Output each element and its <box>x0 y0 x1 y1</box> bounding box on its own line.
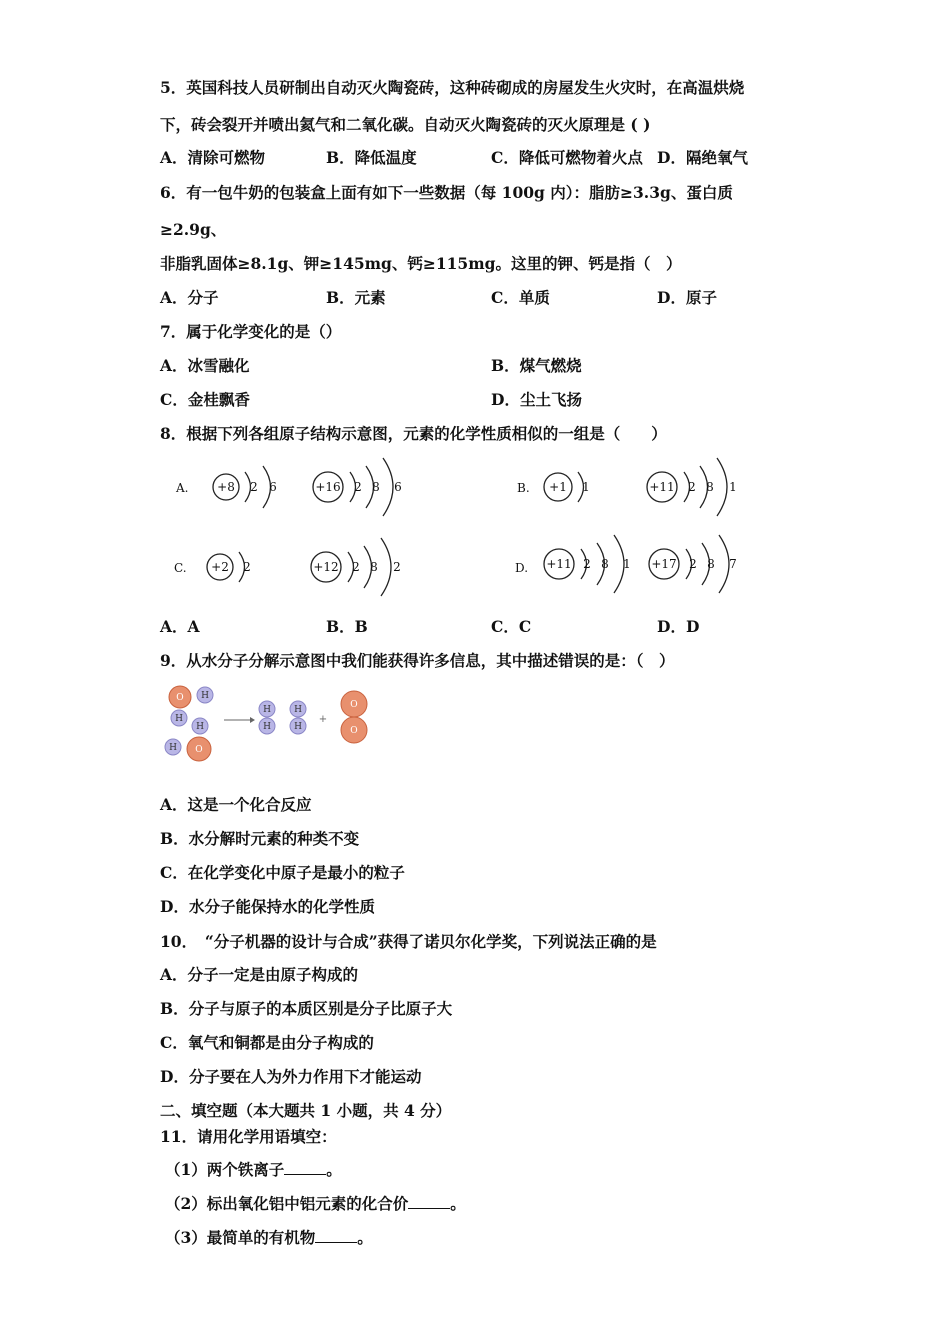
water2-o-label: O <box>195 745 203 755</box>
water1-h2-label: H <box>175 714 183 724</box>
shell-b2-2: 8 <box>706 480 714 494</box>
q6-option-c: C．单质 <box>491 288 550 307</box>
nucleus-d2: +17 <box>651 557 677 571</box>
nucleus-b1: +1 <box>549 480 567 494</box>
q5-stem-line2: 下，砖会裂开并喷出氦气和二氧化碳。自动灭火陶瓷砖的灭火原理是 ( ) <box>160 115 651 134</box>
section-heading: 二、填空题（本大题共 1 小题，共 4 分） <box>160 1101 452 1120</box>
shell-c2-1: 2 <box>352 560 360 574</box>
shell-d2-2: 8 <box>707 557 715 571</box>
plus-sign: + <box>318 714 328 725</box>
q7-option-b: B．煤气燃烧 <box>491 356 582 375</box>
answer-blank-3[interactable] <box>315 1228 357 1243</box>
nucleus-a2: +16 <box>315 480 341 494</box>
q5-option-d: D．隔绝氧气 <box>657 148 748 167</box>
q11-item-2-text: （2）标出氧化铝中铝元素的化合价 <box>165 1194 409 1213</box>
group-d-label: D. <box>515 561 529 575</box>
h2a-h2-label: H <box>263 722 271 732</box>
water-decomposition-diagram <box>158 683 378 769</box>
shell-d1-3: 1 <box>623 557 631 571</box>
group-b-label: B. <box>517 481 530 495</box>
q7-option-d: D．尘土飞扬 <box>491 390 582 409</box>
nucleus-c1: +2 <box>211 560 229 574</box>
q6-stem-line2: ≥2.9g、 <box>160 220 227 239</box>
q11-item-1-text: （1）两个铁离子 <box>165 1160 285 1179</box>
shell-b2-1: 2 <box>688 480 696 494</box>
h2b-h1-label: H <box>294 705 302 715</box>
water1-o-label: O <box>176 693 184 703</box>
shell-d1-1: 2 <box>583 557 591 571</box>
nucleus-c2: +12 <box>313 560 339 574</box>
shell-b2-3: 1 <box>729 480 737 494</box>
atomic-structure-diagrams <box>160 452 780 612</box>
q9-option-c: C．在化学变化中原子是最小的粒子 <box>160 863 405 882</box>
q8-option-d: D．D <box>657 617 700 636</box>
shell-c1-1: 2 <box>243 560 251 574</box>
group-a-label: A. <box>176 481 189 495</box>
shell-a2-3: 6 <box>394 480 402 494</box>
q11-item-2 <box>165 1194 466 1214</box>
q11-item-1 <box>165 1160 342 1180</box>
shell-c2-3: 2 <box>393 560 401 574</box>
nucleus-d1: +11 <box>546 557 572 571</box>
shell-b1-1: 1 <box>582 480 590 494</box>
q6-stem-line3: 非脂乳固体≥8.1g、钾≥145mg、钙≥115mg。这里的钾、钙是指（ ） <box>160 254 682 273</box>
h2b-h2-label: H <box>294 722 302 732</box>
shell-a2-1: 2 <box>354 480 362 494</box>
shell-a1-1: 2 <box>250 480 258 494</box>
water2-h1-label: H <box>196 722 204 732</box>
shell-a1-2: 6 <box>269 480 277 494</box>
q5-option-b: B．降低温度 <box>326 148 417 167</box>
nucleus-a1: +8 <box>217 480 235 494</box>
shell-d2-3: 7 <box>729 557 737 571</box>
q7-stem: 7．属于化学变化的是（） <box>160 322 342 341</box>
q5-option-a: A．清除可燃物 <box>160 148 266 167</box>
q8-stem: 8．根据下列各组原子结构示意图，元素的化学性质相似的一组是（ ） <box>160 424 667 443</box>
shell-d1-2: 8 <box>601 557 609 571</box>
q7-option-a: A．冰雪融化 <box>160 356 250 375</box>
o2-o2-label: O <box>350 726 358 736</box>
water2-h2-label: H <box>169 743 177 753</box>
q11-item-1-end: 。 <box>326 1160 342 1179</box>
q6-option-d: D．原子 <box>657 288 717 307</box>
q10-stem: 10． “分子机器的设计与合成”获得了诺贝尔化学奖，下列说法正确的是 <box>160 932 657 951</box>
nucleus-b2: +11 <box>649 480 675 494</box>
q7-option-c: C．金桂飘香 <box>160 390 250 409</box>
q11-stem: 11．请用化学用语填空： <box>160 1127 337 1146</box>
shell-c2-2: 8 <box>370 560 378 574</box>
h2a-h1-label: H <box>263 705 271 715</box>
q6-option-b: B．元素 <box>326 288 386 307</box>
water1-h1-label: H <box>201 691 209 701</box>
q11-item-3 <box>165 1228 373 1248</box>
q9-option-a: A．这是一个化合反应 <box>160 795 312 814</box>
q8-option-a: A．A <box>160 617 200 636</box>
shell-d2-1: 2 <box>689 557 697 571</box>
q8-option-c: C．C <box>491 617 532 636</box>
q6-option-a: A．分子 <box>160 288 219 307</box>
q9-option-b: B．水分解时元素的种类不变 <box>160 829 360 848</box>
q11-item-2-end: 。 <box>450 1194 466 1213</box>
q11-item-3-text: （3）最简单的有机物 <box>165 1228 316 1247</box>
q9-stem: 9．从水分子分解示意图中我们能获得许多信息，其中描述错误的是：（ ） <box>160 651 675 670</box>
q8-option-b: B．B <box>326 617 368 636</box>
q9-option-d: D．水分子能保持水的化学性质 <box>160 897 375 916</box>
group-c-label: C. <box>174 561 187 575</box>
q10-option-a: A．分子一定是由原子构成的 <box>160 965 359 984</box>
q10-option-d: D．分子要在人为外力作用下才能运动 <box>160 1067 422 1086</box>
q10-option-b: B．分子与原子的本质区别是分子比原子大 <box>160 999 453 1018</box>
q10-option-c: C．氧气和铜都是由分子构成的 <box>160 1033 374 1052</box>
q6-stem-line1: 6．有一包牛奶的包装盒上面有如下一些数据（每 100g 内）：脂肪≥3.3g、蛋白质 <box>160 183 733 202</box>
o2-o1-label: O <box>350 700 358 710</box>
q11-item-3-end: 。 <box>357 1228 373 1247</box>
shell-a2-2: 8 <box>372 480 380 494</box>
answer-blank-2[interactable] <box>408 1194 450 1209</box>
answer-blank-1[interactable] <box>284 1160 326 1175</box>
q5-stem-line1: 5．英国科技人员研制出自动灭火陶瓷砖，这种砖砌成的房屋发生火灾时，在高温烘烧 <box>160 78 745 97</box>
q5-option-c: C．降低可燃物着火点 <box>491 148 643 167</box>
